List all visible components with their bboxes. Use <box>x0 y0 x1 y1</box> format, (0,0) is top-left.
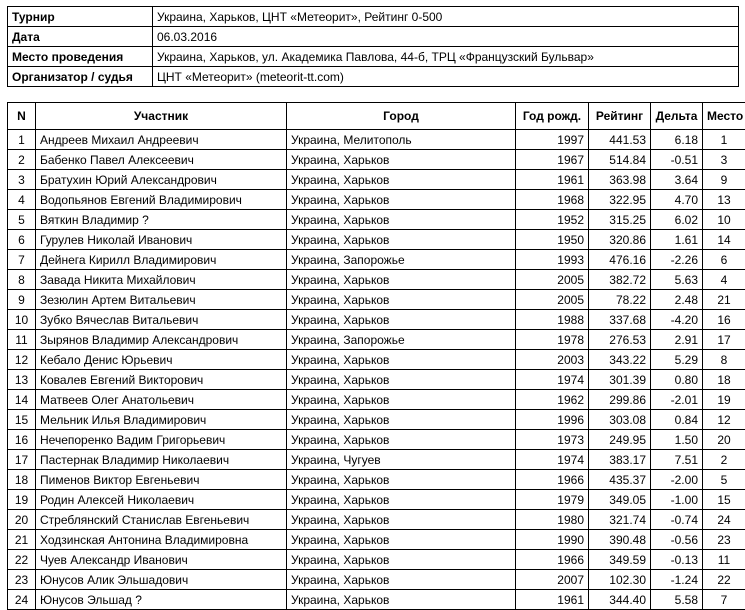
cell-place: 15 <box>703 490 745 510</box>
table-row <box>8 570 745 590</box>
cell-place: 24 <box>703 510 745 530</box>
table-row <box>8 510 745 530</box>
cell-delta: -2.01 <box>651 390 703 410</box>
cell-delta: 6.18 <box>651 130 703 150</box>
cell-city: Украина, Харьков <box>287 490 516 510</box>
cell-birth-year: 1996 <box>516 410 589 430</box>
cell-participant: Нечепоренко Вадим Григорьевич <box>36 430 287 450</box>
table-row <box>8 150 745 170</box>
cell-rating: 102.30 <box>589 570 651 590</box>
info-value: ЦНТ «Метеорит» (meteorit-tt.com) <box>153 67 739 87</box>
cell-birth-year: 1952 <box>516 210 589 230</box>
cell-participant: Вяткин Владимир ? <box>36 210 287 230</box>
cell-birth-year: 1961 <box>516 170 589 190</box>
cell-participant: Ковалев Евгений Викторович <box>36 370 287 390</box>
table-row <box>8 550 745 570</box>
cell-rating: 343.22 <box>589 350 651 370</box>
cell-participant: Мельник Илья Владимирович <box>36 410 287 430</box>
cell-delta: 5.29 <box>651 350 703 370</box>
cell-rating: 301.39 <box>589 370 651 390</box>
cell-place: 2 <box>703 450 745 470</box>
cell-participant: Юнусов Эльшад ? <box>36 590 287 610</box>
cell-city: Украина, Чугуев <box>287 450 516 470</box>
table-row <box>8 390 745 410</box>
cell-delta: 0.80 <box>651 370 703 390</box>
cell-number: 22 <box>8 550 36 570</box>
cell-number: 10 <box>8 310 36 330</box>
table-row <box>8 370 745 390</box>
cell-birth-year: 1968 <box>516 190 589 210</box>
cell-city: Украина, Харьков <box>287 190 516 210</box>
cell-delta: 4.70 <box>651 190 703 210</box>
cell-city: Украина, Харьков <box>287 210 516 230</box>
table-row <box>8 450 745 470</box>
tournament-info-table <box>7 6 739 87</box>
cell-participant: Родин Алексей Николаевич <box>36 490 287 510</box>
cell-place: 7 <box>703 590 745 610</box>
results-table <box>7 102 745 610</box>
cell-birth-year: 2005 <box>516 290 589 310</box>
header-rating: Рейтинг <box>589 103 651 130</box>
cell-participant: Бабенко Павел Алексеевич <box>36 150 287 170</box>
cell-participant: Зезюлин Артем Витальевич <box>36 290 287 310</box>
cell-city: Украина, Харьков <box>287 270 516 290</box>
cell-birth-year: 1990 <box>516 530 589 550</box>
cell-delta: 0.84 <box>651 410 703 430</box>
cell-place: 22 <box>703 570 745 590</box>
table-row <box>8 130 745 150</box>
cell-city: Украина, Запорожье <box>287 250 516 270</box>
cell-city: Украина, Харьков <box>287 350 516 370</box>
cell-number: 15 <box>8 410 36 430</box>
cell-rating: 349.59 <box>589 550 651 570</box>
table-row <box>8 170 745 190</box>
cell-city: Украина, Харьков <box>287 470 516 490</box>
cell-place: 21 <box>703 290 745 310</box>
cell-delta: -1.24 <box>651 570 703 590</box>
cell-birth-year: 1993 <box>516 250 589 270</box>
cell-participant: Зырянов Владимир Александрович <box>36 330 287 350</box>
cell-city: Украина, Харьков <box>287 510 516 530</box>
cell-participant: Пименов Виктор Евгеньевич <box>36 470 287 490</box>
cell-rating: 322.95 <box>589 190 651 210</box>
cell-number: 12 <box>8 350 36 370</box>
info-label: Организатор / судья <box>8 67 153 87</box>
cell-place: 3 <box>703 150 745 170</box>
cell-birth-year: 1961 <box>516 590 589 610</box>
header-number: N <box>8 103 36 130</box>
cell-place: 12 <box>703 410 745 430</box>
cell-number: 23 <box>8 570 36 590</box>
cell-number: 16 <box>8 430 36 450</box>
info-label: Турнир <box>8 7 153 27</box>
cell-birth-year: 1962 <box>516 390 589 410</box>
cell-place: 23 <box>703 530 745 550</box>
cell-city: Украина, Харьков <box>287 570 516 590</box>
cell-rating: 383.17 <box>589 450 651 470</box>
results-header-row <box>8 103 745 130</box>
table-row <box>8 470 745 490</box>
cell-rating: 303.08 <box>589 410 651 430</box>
cell-city: Украина, Харьков <box>287 550 516 570</box>
cell-city: Украина, Харьков <box>287 430 516 450</box>
info-row-organizer <box>8 67 739 87</box>
table-row <box>8 590 745 610</box>
cell-delta: 7.51 <box>651 450 703 470</box>
results-body <box>8 130 745 610</box>
cell-place: 4 <box>703 270 745 290</box>
cell-birth-year: 1980 <box>516 510 589 530</box>
cell-birth-year: 1978 <box>516 330 589 350</box>
cell-rating: 344.40 <box>589 590 651 610</box>
cell-rating: 249.95 <box>589 430 651 450</box>
cell-place: 11 <box>703 550 745 570</box>
cell-birth-year: 1966 <box>516 470 589 490</box>
cell-birth-year: 1997 <box>516 130 589 150</box>
cell-number: 4 <box>8 190 36 210</box>
cell-participant: Стреблянский Станислав Евгеньевич <box>36 510 287 530</box>
header-place: Место <box>703 103 745 130</box>
cell-city: Украина, Харьков <box>287 530 516 550</box>
cell-city: Украина, Харьков <box>287 310 516 330</box>
cell-birth-year: 1988 <box>516 310 589 330</box>
cell-rating: 337.68 <box>589 310 651 330</box>
cell-delta: 2.48 <box>651 290 703 310</box>
info-row-date <box>8 27 739 47</box>
cell-birth-year: 1974 <box>516 450 589 470</box>
cell-rating: 514.84 <box>589 150 651 170</box>
table-row <box>8 490 745 510</box>
cell-city: Украина, Харьков <box>287 170 516 190</box>
cell-number: 24 <box>8 590 36 610</box>
cell-place: 5 <box>703 470 745 490</box>
cell-number: 21 <box>8 530 36 550</box>
cell-city: Украина, Харьков <box>287 390 516 410</box>
cell-number: 8 <box>8 270 36 290</box>
table-row <box>8 310 745 330</box>
cell-number: 1 <box>8 130 36 150</box>
cell-rating: 382.72 <box>589 270 651 290</box>
cell-place: 9 <box>703 170 745 190</box>
cell-number: 18 <box>8 470 36 490</box>
table-row <box>8 410 745 430</box>
cell-number: 6 <box>8 230 36 250</box>
table-row <box>8 290 745 310</box>
cell-participant: Завада Никита Михайлович <box>36 270 287 290</box>
cell-place: 19 <box>703 390 745 410</box>
cell-birth-year: 2005 <box>516 270 589 290</box>
tournament-info-body <box>8 7 739 87</box>
cell-participant: Дейнега Кирилл Владимирович <box>36 250 287 270</box>
cell-delta: 1.61 <box>651 230 703 250</box>
table-row <box>8 430 745 450</box>
cell-participant: Ходзинская Антонина Владимировна <box>36 530 287 550</box>
header-city: Город <box>287 103 516 130</box>
cell-rating: 441.53 <box>589 130 651 150</box>
cell-participant: Водопьянов Евгений Владимирович <box>36 190 287 210</box>
cell-delta: 2.91 <box>651 330 703 350</box>
header-birth-year: Год рожд. <box>516 103 589 130</box>
info-value: Украина, Харьков, ЦНТ «Метеорит», Рейтинг 0-500 <box>153 7 739 27</box>
cell-rating: 363.98 <box>589 170 651 190</box>
cell-delta: -0.51 <box>651 150 703 170</box>
cell-delta: 1.50 <box>651 430 703 450</box>
cell-birth-year: 1950 <box>516 230 589 250</box>
cell-place: 14 <box>703 230 745 250</box>
info-label: Дата <box>8 27 153 47</box>
cell-city: Украина, Запорожье <box>287 330 516 350</box>
cell-participant: Юнусов Алик Эльшадович <box>36 570 287 590</box>
info-row-tournament <box>8 7 739 27</box>
cell-number: 17 <box>8 450 36 470</box>
table-row <box>8 350 745 370</box>
cell-rating: 321.74 <box>589 510 651 530</box>
cell-city: Украина, Харьков <box>287 370 516 390</box>
cell-place: 13 <box>703 190 745 210</box>
cell-place: 8 <box>703 350 745 370</box>
cell-participant: Братухин Юрий Александрович <box>36 170 287 190</box>
cell-city: Украина, Харьков <box>287 410 516 430</box>
cell-participant: Кебало Денис Юрьевич <box>36 350 287 370</box>
info-value: 06.03.2016 <box>153 27 739 47</box>
cell-rating: 315.25 <box>589 210 651 230</box>
cell-participant: Матвеев Олег Анатольевич <box>36 390 287 410</box>
cell-number: 11 <box>8 330 36 350</box>
cell-rating: 299.86 <box>589 390 651 410</box>
cell-number: 5 <box>8 210 36 230</box>
cell-participant: Чуев Александр Иванович <box>36 550 287 570</box>
cell-birth-year: 1973 <box>516 430 589 450</box>
info-row-venue <box>8 47 739 67</box>
cell-number: 13 <box>8 370 36 390</box>
cell-city: Украина, Харьков <box>287 230 516 250</box>
cell-rating: 320.86 <box>589 230 651 250</box>
table-row <box>8 210 745 230</box>
cell-rating: 276.53 <box>589 330 651 350</box>
cell-number: 14 <box>8 390 36 410</box>
cell-delta: 5.58 <box>651 590 703 610</box>
cell-birth-year: 2003 <box>516 350 589 370</box>
cell-place: 17 <box>703 330 745 350</box>
cell-participant: Зубко Вячеслав Витальевич <box>36 310 287 330</box>
cell-place: 16 <box>703 310 745 330</box>
cell-delta: -0.13 <box>651 550 703 570</box>
cell-number: 9 <box>8 290 36 310</box>
cell-rating: 390.48 <box>589 530 651 550</box>
table-row <box>8 270 745 290</box>
cell-delta: -0.56 <box>651 530 703 550</box>
cell-delta: -1.00 <box>651 490 703 510</box>
table-row <box>8 530 745 550</box>
info-value: Украина, Харьков, ул. Академика Павлова, 44-б, ТРЦ «Французский Бульвар» <box>153 47 739 67</box>
cell-rating: 476.16 <box>589 250 651 270</box>
cell-birth-year: 1967 <box>516 150 589 170</box>
cell-participant: Пастернак Владимир Николаевич <box>36 450 287 470</box>
table-row <box>8 230 745 250</box>
cell-number: 2 <box>8 150 36 170</box>
cell-number: 7 <box>8 250 36 270</box>
cell-place: 6 <box>703 250 745 270</box>
header-participant: Участник <box>36 103 287 130</box>
cell-place: 20 <box>703 430 745 450</box>
cell-delta: 3.64 <box>651 170 703 190</box>
cell-rating: 78.22 <box>589 290 651 310</box>
table-row <box>8 250 745 270</box>
cell-participant: Андреев Михаил Андреевич <box>36 130 287 150</box>
cell-city: Украина, Харьков <box>287 290 516 310</box>
cell-participant: Гурулев Николай Иванович <box>36 230 287 250</box>
cell-rating: 435.37 <box>589 470 651 490</box>
table-row <box>8 330 745 350</box>
cell-city: Украина, Харьков <box>287 150 516 170</box>
cell-rating: 349.05 <box>589 490 651 510</box>
info-label: Место проведения <box>8 47 153 67</box>
cell-delta: -0.74 <box>651 510 703 530</box>
cell-birth-year: 2007 <box>516 570 589 590</box>
cell-birth-year: 1966 <box>516 550 589 570</box>
cell-delta: -2.00 <box>651 470 703 490</box>
cell-number: 19 <box>8 490 36 510</box>
cell-delta: 6.02 <box>651 210 703 230</box>
cell-place: 18 <box>703 370 745 390</box>
cell-delta: -2.26 <box>651 250 703 270</box>
cell-birth-year: 1979 <box>516 490 589 510</box>
cell-number: 3 <box>8 170 36 190</box>
cell-birth-year: 1974 <box>516 370 589 390</box>
cell-number: 20 <box>8 510 36 530</box>
cell-city: Украина, Мелитополь <box>287 130 516 150</box>
cell-place: 10 <box>703 210 745 230</box>
cell-delta: 5.63 <box>651 270 703 290</box>
table-row <box>8 190 745 210</box>
cell-city: Украина, Харьков <box>287 590 516 610</box>
cell-place: 1 <box>703 130 745 150</box>
cell-delta: -4.20 <box>651 310 703 330</box>
header-delta: Дельта <box>651 103 703 130</box>
